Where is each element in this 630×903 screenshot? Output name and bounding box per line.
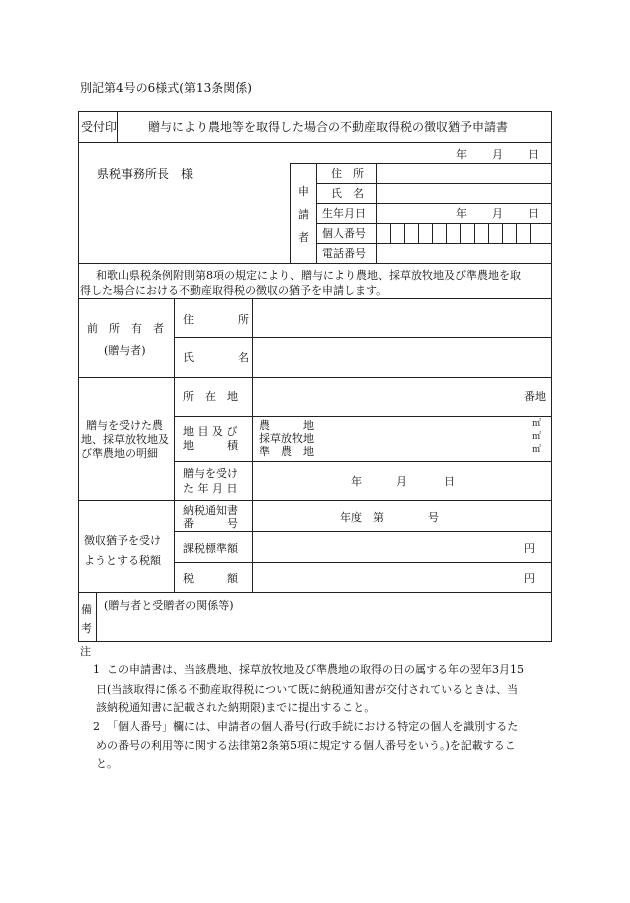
notice-label-1: 納税通知書 <box>183 504 238 517</box>
land-type-quasi: 準 農 地 <box>259 445 314 458</box>
prev-owner-label: 前 所 有 者 <box>87 322 164 335</box>
prev-owner-sub: (贈与者) <box>104 344 146 357</box>
lot-suffix: 番地 <box>524 390 546 403</box>
note-2-line-2: めの番号の利用等に関する法律第2条第5項に規定する個人番号をいう。)を記載するこ <box>96 739 516 752</box>
applicant-address-input[interactable] <box>377 164 551 182</box>
applicant-mynumber-label: 個人番号 <box>322 227 366 240</box>
applicant-birth-label: 生年月日 <box>322 207 366 220</box>
notes-head: 注 <box>80 645 91 658</box>
remarks-label-1: 備 <box>81 603 92 616</box>
notice-label-2: 番 号 <box>183 517 238 530</box>
tax-base-yen: 円 <box>524 542 535 555</box>
birth-day: 日 <box>528 207 539 220</box>
tax-amount-input[interactable] <box>253 563 521 591</box>
prev-owner-name-label: 氏 名 <box>183 351 249 364</box>
applicant-phone-label: 電話番号 <box>322 247 366 260</box>
remarks-hint: (贈与者と受贈者の関係等) <box>104 599 234 612</box>
gift-date-label-1: 贈与を受け <box>183 467 238 480</box>
tax-amount-yen: 円 <box>524 572 535 585</box>
gift-date-label-2: た 年 月 日 <box>183 482 238 495</box>
date-month: 月 <box>492 148 503 161</box>
tax-base-input[interactable] <box>253 532 521 561</box>
remarks-input[interactable] <box>97 593 551 641</box>
tax-label-2: ようとする税額 <box>84 554 161 567</box>
mynumber-input[interactable] <box>377 224 551 242</box>
land-label-1: 贈与を受けた農 <box>86 419 163 432</box>
note-2-line-3: と。 <box>96 757 118 770</box>
form-title: 贈与により農地等を取得した場合の不動産取得税の徴収猶予申請書 <box>148 120 509 134</box>
note-2-line-1: 「個人番号」欄には、申請者の個人番号(行政手続における特定の個人を識別するた <box>107 720 519 733</box>
notice-number-fill: 年度 第 号 <box>340 511 439 524</box>
tax-base-label: 課税標準額 <box>183 542 238 555</box>
unit-sqm-2: ㎡ <box>532 432 542 442</box>
date-year: 年 <box>456 148 467 161</box>
remarks-label-2: 考 <box>81 622 92 635</box>
applicant-address-label: 住 所 <box>331 167 364 180</box>
stamp-label: 受付印 <box>81 120 118 134</box>
gift-day: 日 <box>444 475 455 488</box>
location-label: 所 在 地 <box>183 390 238 403</box>
prev-owner-address-label: 住 所 <box>183 313 249 326</box>
form-label: 別記第4号の6様式(第13条関係) <box>80 81 252 95</box>
gift-month: 月 <box>396 475 407 488</box>
gift-year: 年 <box>351 475 362 488</box>
area-label-2: 地 積 <box>183 439 238 452</box>
tax-amount-label: 税 額 <box>183 572 238 585</box>
land-type-farmland: 農 地 <box>259 419 314 432</box>
area-label-1: 地 目 及 び <box>183 425 238 438</box>
unit-sqm-1: ㎡ <box>532 419 542 429</box>
note-2-number: 2 <box>93 720 100 733</box>
prev-owner-name-input[interactable] <box>253 338 551 376</box>
applicant-name-label: 氏 名 <box>331 187 364 200</box>
prev-owner-address-input[interactable] <box>253 299 551 336</box>
land-type-pasture: 採草放牧地 <box>259 432 314 445</box>
applicant-label-1: 申 <box>298 185 309 198</box>
tax-label-1: 徴収猶予を受け <box>84 534 161 547</box>
unit-sqm-3: ㎡ <box>532 445 542 455</box>
applicant-phone-input[interactable] <box>377 244 551 263</box>
location-input[interactable] <box>253 378 521 415</box>
note-1-line-3: 該納税通知書に記載された納期限)までに提出すること。 <box>96 701 376 714</box>
date-day: 日 <box>528 148 539 161</box>
note-1-line-2: 日(当該取得に係る不動産取得税について既に納税通知書が交付されているときは、当 <box>96 683 519 696</box>
applicant-label-2: 請 <box>298 208 309 221</box>
applicant-name-input[interactable] <box>377 184 551 202</box>
note-1-number: 1 <box>93 663 100 676</box>
birth-year: 年 <box>456 207 467 220</box>
applicant-label-3: 者 <box>298 231 309 244</box>
statement-line-2: 得した場合における不動産取得税の徴収の猶予を申請します。 <box>80 284 388 297</box>
land-label-2: 地、採草放牧地及 <box>81 433 169 446</box>
land-label-3: び準農地の明細 <box>81 447 158 460</box>
statement-line-1: 和歌山県税条例附則第8項の規定により、贈与により農地、採草放牧地及び準農地を取 <box>96 269 521 282</box>
birth-month: 月 <box>492 207 503 220</box>
note-1-line-1: この申請書は、当該農地、採草放牧地及び準農地の取得の日の属する年の翌年3月15 <box>107 663 524 676</box>
addressee: 県税事務所長 様 <box>97 167 194 181</box>
